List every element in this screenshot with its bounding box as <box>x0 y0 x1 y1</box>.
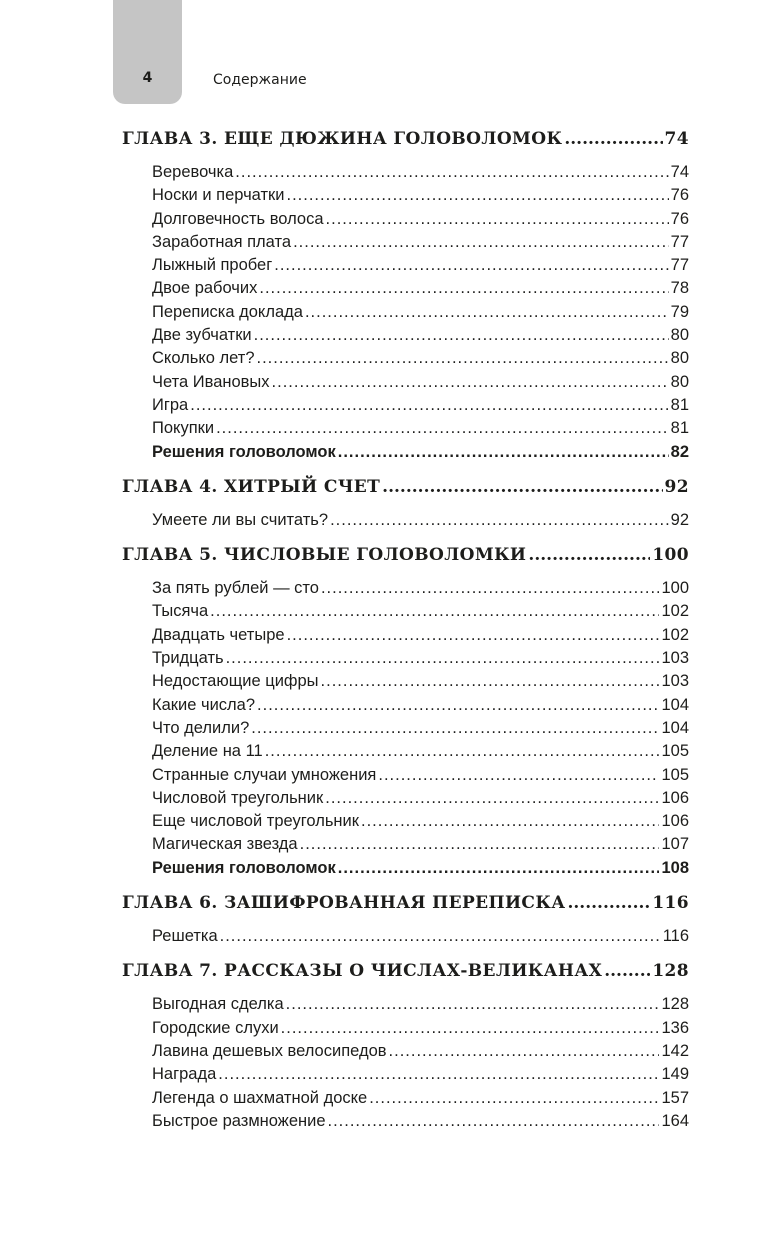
chapter-title: ГЛАВА 6. ЗАШИФРОВАННАЯ ПЕРЕПИСКА <box>122 893 566 914</box>
entry-title: Легенда о шахматной доске <box>152 1088 368 1107</box>
toc-entry-row[interactable] <box>152 810 689 833</box>
toc-entry-row[interactable] <box>152 347 689 370</box>
entry-title: Заработная плата <box>152 232 292 251</box>
chapter-title: ГЛАВА 4. ХИТРЫЙ СЧЕТ <box>122 476 381 497</box>
toc-entry-row[interactable] <box>152 1087 689 1110</box>
dot-leader <box>300 833 660 856</box>
toc-entry-row[interactable] <box>152 857 689 880</box>
entry-title: Что делили? <box>152 718 250 737</box>
toc-entry-row[interactable] <box>152 277 689 300</box>
chapter-title: ГЛАВА 7. РАССКАЗЫ О ЧИСЛАХ-ВЕЛИКАНАХ <box>122 961 603 982</box>
dot-leader <box>321 670 660 693</box>
dot-leader <box>338 441 669 464</box>
entry-title: Какие числа? <box>152 695 256 714</box>
entry-title: Долговечность волоса <box>152 209 324 228</box>
page-number: 4 <box>142 70 153 86</box>
toc-entry-row[interactable] <box>152 740 689 763</box>
dot-leader <box>286 993 660 1016</box>
page-ref: 103 <box>661 672 689 691</box>
dot-leader <box>251 717 659 740</box>
page-number-tab <box>113 0 182 104</box>
toc-chapter-row[interactable] <box>122 959 689 983</box>
entry-title: Лыжный пробег <box>152 256 273 275</box>
entry-title: Магическая звезда <box>152 835 298 854</box>
dot-leader <box>257 347 669 370</box>
dot-leader <box>274 254 668 277</box>
dot-leader <box>272 371 669 394</box>
page-ref: 104 <box>661 718 689 737</box>
toc-chapter-row[interactable] <box>122 543 689 567</box>
entry-title: Умеете ли вы считать? <box>152 510 329 529</box>
page-ref: 80 <box>670 372 689 391</box>
page-ref: 128 <box>661 995 689 1014</box>
toc-entry-row[interactable] <box>152 417 689 440</box>
toc-entry-row[interactable] <box>152 184 689 207</box>
entry-title: Решения головоломок <box>152 442 336 461</box>
page-ref: 103 <box>661 649 689 668</box>
dot-leader <box>361 810 659 833</box>
page-ref: 116 <box>662 927 689 946</box>
page-ref: 116 <box>652 893 689 914</box>
dot-leader <box>305 301 669 324</box>
entry-title: Покупки <box>152 419 215 438</box>
page-ref: 106 <box>661 812 689 831</box>
page-ref: 164 <box>661 1111 689 1130</box>
dot-leader <box>235 161 668 184</box>
page-ref: 81 <box>670 419 689 438</box>
toc-entry-row[interactable] <box>152 925 689 948</box>
toc-entry-row[interactable] <box>152 1110 689 1133</box>
dot-leader <box>326 208 669 231</box>
dot-leader <box>257 694 659 717</box>
chapter-title: ГЛАВА 5. ЧИСЛОВЫЕ ГОЛОВОЛОМКИ <box>122 545 527 566</box>
toc-entry-row[interactable] <box>152 231 689 254</box>
toc-entry-row[interactable] <box>152 394 689 417</box>
page-ref: 142 <box>661 1041 689 1060</box>
entry-title: Награда <box>152 1065 217 1084</box>
dot-leader <box>338 857 660 880</box>
dot-leader <box>328 1110 660 1133</box>
page-ref: 82 <box>670 442 689 461</box>
toc-entry-row[interactable] <box>152 787 689 810</box>
entry-title: Решетка <box>152 927 218 946</box>
dot-leader <box>259 277 668 300</box>
toc-entry-row[interactable] <box>152 371 689 394</box>
entry-title: Числовой треугольник <box>152 788 324 807</box>
dot-leader <box>287 184 669 207</box>
chapter-title: ГЛАВА 3. ЕЩЕ ДЮЖИНА ГОЛОВОЛОМОК <box>122 129 563 149</box>
page-ref: 102 <box>661 602 689 621</box>
toc-entry-row[interactable] <box>152 624 689 647</box>
page-ref: 78 <box>670 279 689 298</box>
page-ref: 79 <box>670 302 689 321</box>
dot-leader <box>287 624 660 647</box>
toc-entry-row[interactable] <box>152 694 689 717</box>
entry-title: Чета Ивановых <box>152 372 270 391</box>
dot-leader <box>220 925 661 948</box>
toc-entry-row[interactable] <box>152 1040 689 1063</box>
entry-title: Еще числовой треугольник <box>152 812 359 831</box>
table-of-contents <box>122 127 689 1133</box>
entry-title: Городские слухи <box>152 1018 279 1037</box>
page-ref: 105 <box>661 765 689 784</box>
page-ref: 100 <box>652 545 689 566</box>
toc-entry-row[interactable] <box>152 509 689 532</box>
dot-leader <box>281 1017 660 1040</box>
toc-entry-row[interactable] <box>152 993 689 1016</box>
page-ref: 106 <box>661 788 689 807</box>
page-ref: 80 <box>670 326 689 345</box>
toc-entry-row[interactable] <box>152 600 689 623</box>
toc-entry-row[interactable] <box>152 301 689 324</box>
page-ref: 74 <box>670 163 689 181</box>
toc-entry-row[interactable] <box>152 833 689 856</box>
toc-entry-row[interactable] <box>152 647 689 670</box>
toc-entry-row[interactable] <box>152 1017 689 1040</box>
entry-title: Быстрое размножение <box>152 1111 326 1130</box>
page-ref: 80 <box>670 349 689 368</box>
dot-leader <box>382 475 662 499</box>
page-ref: 107 <box>661 835 689 854</box>
page-ref: 149 <box>661 1065 689 1084</box>
toc-chapter-row[interactable] <box>122 475 689 499</box>
entry-title: Выгодная сделка <box>152 995 284 1014</box>
dot-leader <box>378 764 659 787</box>
toc-chapter-row[interactable] <box>122 127 689 151</box>
dot-leader <box>325 787 659 810</box>
page-ref: 136 <box>661 1018 689 1037</box>
entry-title: Сколько лет? <box>152 349 255 368</box>
page-ref: 77 <box>670 256 689 275</box>
dot-leader <box>254 324 669 347</box>
toc-entry-row[interactable] <box>152 254 689 277</box>
entry-title: Игра <box>152 395 189 414</box>
dot-leader <box>321 577 660 600</box>
toc-entry-row[interactable] <box>152 324 689 347</box>
entry-title: Двадцать четыре <box>152 625 285 644</box>
entry-title: Веревочка <box>152 163 234 181</box>
entry-title: Деление на 11 <box>152 742 263 761</box>
entry-title: Тысяча <box>152 602 209 621</box>
dot-leader <box>216 417 669 440</box>
page-ref: 105 <box>661 742 689 761</box>
page-ref: 128 <box>652 961 689 982</box>
dot-leader <box>369 1087 659 1110</box>
dot-leader <box>190 394 668 417</box>
entry-title: Две зубчатки <box>152 326 252 345</box>
dot-leader <box>528 543 650 567</box>
page-ref: 100 <box>661 579 689 598</box>
page-ref: 74 <box>664 129 689 149</box>
page-ref: 104 <box>661 695 689 714</box>
dot-leader <box>265 740 660 763</box>
toc-entry-row[interactable] <box>152 764 689 787</box>
page-ref: 81 <box>670 395 689 414</box>
toc-chapter-row[interactable] <box>122 891 689 915</box>
dot-leader <box>210 600 659 623</box>
page-ref: 157 <box>661 1088 689 1107</box>
toc-entry-row[interactable] <box>152 577 689 600</box>
dot-leader <box>567 891 650 915</box>
dot-leader <box>330 509 669 532</box>
entry-title: Тридцать <box>152 649 224 668</box>
entry-title: Двое рабочих <box>152 279 258 298</box>
dot-leader <box>218 1063 659 1086</box>
entry-title: Недостающие цифры <box>152 672 319 691</box>
dot-leader <box>564 127 662 151</box>
toc-entry-row[interactable] <box>152 161 689 184</box>
entry-title: Решения головоломок <box>152 858 336 877</box>
page-ref: 102 <box>661 625 689 644</box>
dot-leader <box>293 231 669 254</box>
running-head: Содержание <box>213 72 307 88</box>
page-ref: 92 <box>664 476 689 497</box>
toc-entry-row[interactable] <box>152 670 689 693</box>
toc-entry-row[interactable] <box>152 717 689 740</box>
toc-entry-row[interactable] <box>152 441 689 464</box>
page-ref: 77 <box>670 232 689 251</box>
dot-leader <box>604 959 650 983</box>
dot-leader <box>389 1040 660 1063</box>
dot-leader <box>226 647 660 670</box>
page-ref: 76 <box>670 186 689 205</box>
entry-title: Носки и перчатки <box>152 186 285 205</box>
entry-title: За пять рублей — сто <box>152 579 319 598</box>
entry-title: Странные случаи умножения <box>152 765 377 784</box>
toc-entry-row[interactable] <box>152 1063 689 1086</box>
page-ref: 76 <box>670 209 689 228</box>
page-ref: 92 <box>670 510 689 529</box>
entry-title: Лавина дешевых велосипедов <box>152 1041 387 1060</box>
toc-entry-row[interactable] <box>152 208 689 231</box>
page-ref: 108 <box>661 858 689 877</box>
entry-title: Переписка доклада <box>152 302 303 321</box>
